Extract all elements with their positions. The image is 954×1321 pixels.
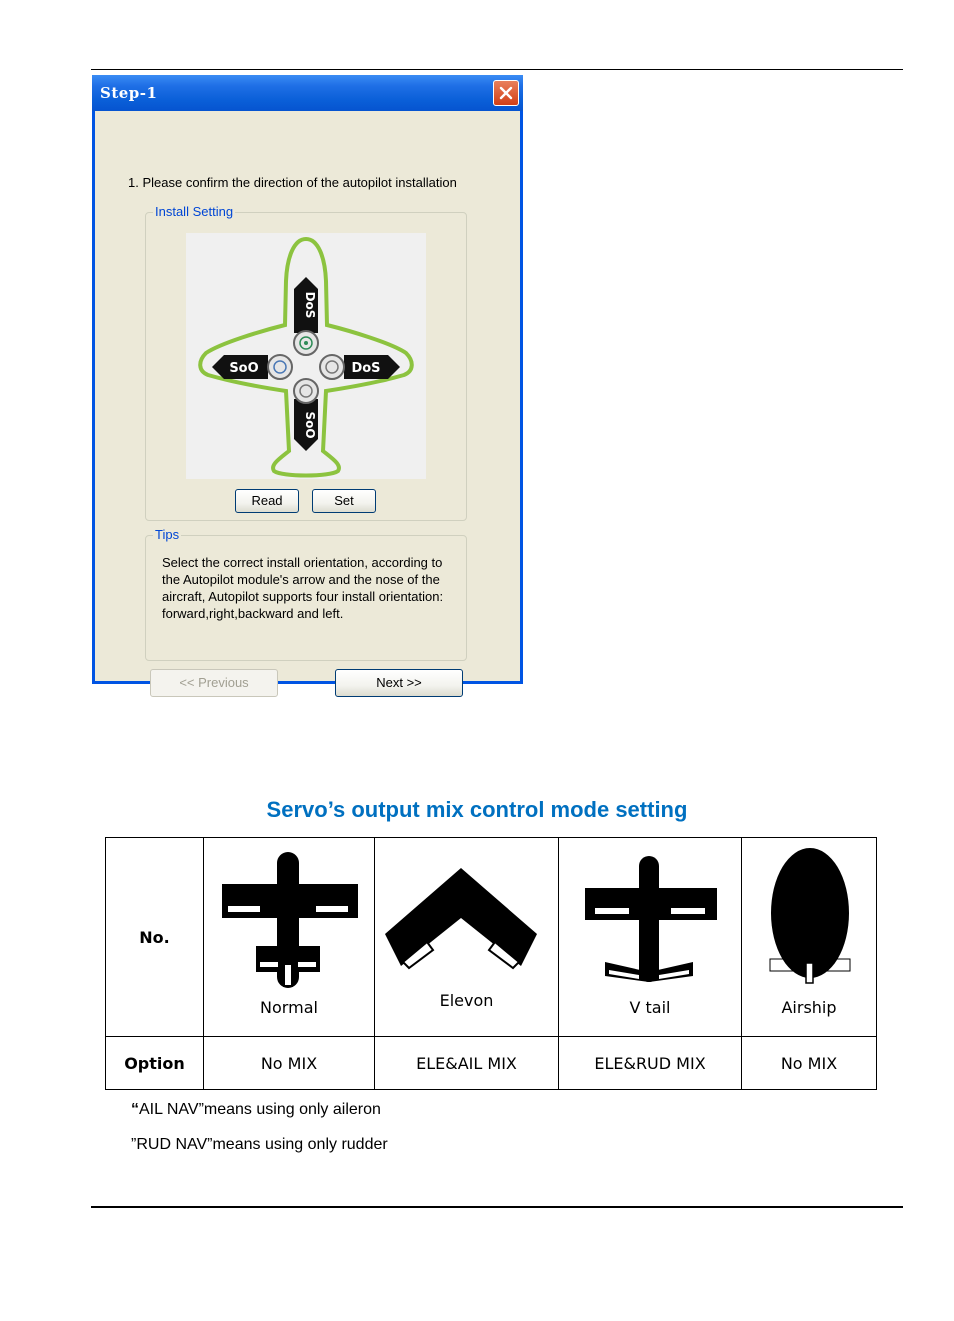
mix-mode-table <box>105 837 877 1090</box>
arrow-up-module <box>294 277 318 333</box>
close-icon <box>499 86 513 100</box>
tips-text: Select the correct install orientation, according to the Autopilot module's arrow and the nose of the aircraft, Autopilot supports four install orientation: forward,right,backward and left. <box>162 555 444 621</box>
svg-text:SoO: SoO <box>303 411 317 439</box>
step-dialog <box>92 75 523 690</box>
aircraft-orientation-icon <box>186 233 426 479</box>
orientation-diagram[interactable] <box>186 233 426 479</box>
section-heading: Servo’s output mix control mode setting <box>266 797 688 822</box>
caption-elevon: Elevon <box>439 991 494 1010</box>
row-header-no: No. <box>106 838 204 1037</box>
normal-plane-icon <box>220 850 360 990</box>
tips-group <box>145 527 467 661</box>
close-button[interactable] <box>493 80 519 106</box>
caption-normal: Normal <box>260 998 318 1017</box>
option-vtail: ELE&RUD MIX <box>559 1037 742 1090</box>
note-ail-text: AIL NAV”means using only aileron <box>139 1101 381 1118</box>
row-header-option: Option <box>106 1037 204 1090</box>
tips-title: Tips <box>155 527 180 542</box>
dialog-title: Step-1 <box>100 84 158 102</box>
note-open-quote: “ <box>131 1101 139 1118</box>
caption-airship: Airship <box>781 998 837 1017</box>
set-button[interactable]: Set <box>312 489 376 513</box>
note-ail-nav <box>131 1101 381 1119</box>
airship-icon <box>768 847 852 987</box>
instruction-text: 1. Please confirm the direction of the autopilot installation <box>128 175 457 190</box>
option-normal: No MIX <box>204 1037 375 1090</box>
note-rud-nav: ”RUD NAV”means using only rudder <box>131 1136 388 1153</box>
install-setting-group <box>145 204 467 521</box>
bottom-rule <box>91 1206 903 1208</box>
svg-text:DoS: DoS <box>351 361 381 376</box>
mode-cell-airship <box>742 838 877 1037</box>
svg-text:SoO: SoO <box>229 361 259 376</box>
next-button[interactable]: Next >> <box>335 669 463 697</box>
svg-text:DoS: DoS <box>303 291 317 319</box>
option-airship: No MIX <box>742 1037 877 1090</box>
option-elevon: ELE&AIL MIX <box>375 1037 559 1090</box>
dialog-client <box>95 111 520 690</box>
flying-wing-icon <box>383 866 539 976</box>
read-button[interactable]: Read <box>235 489 299 513</box>
previous-button[interactable]: << Previous <box>150 669 278 697</box>
install-setting-title: Install Setting <box>155 204 234 219</box>
dialog-titlebar[interactable] <box>92 75 523 111</box>
mode-cell-elevon <box>375 838 559 1037</box>
mode-cell-normal <box>204 838 375 1037</box>
top-rule <box>91 69 903 70</box>
v-tail-plane-icon <box>583 854 719 986</box>
caption-vtail: V tail <box>629 998 671 1017</box>
mode-cell-vtail <box>559 838 742 1037</box>
